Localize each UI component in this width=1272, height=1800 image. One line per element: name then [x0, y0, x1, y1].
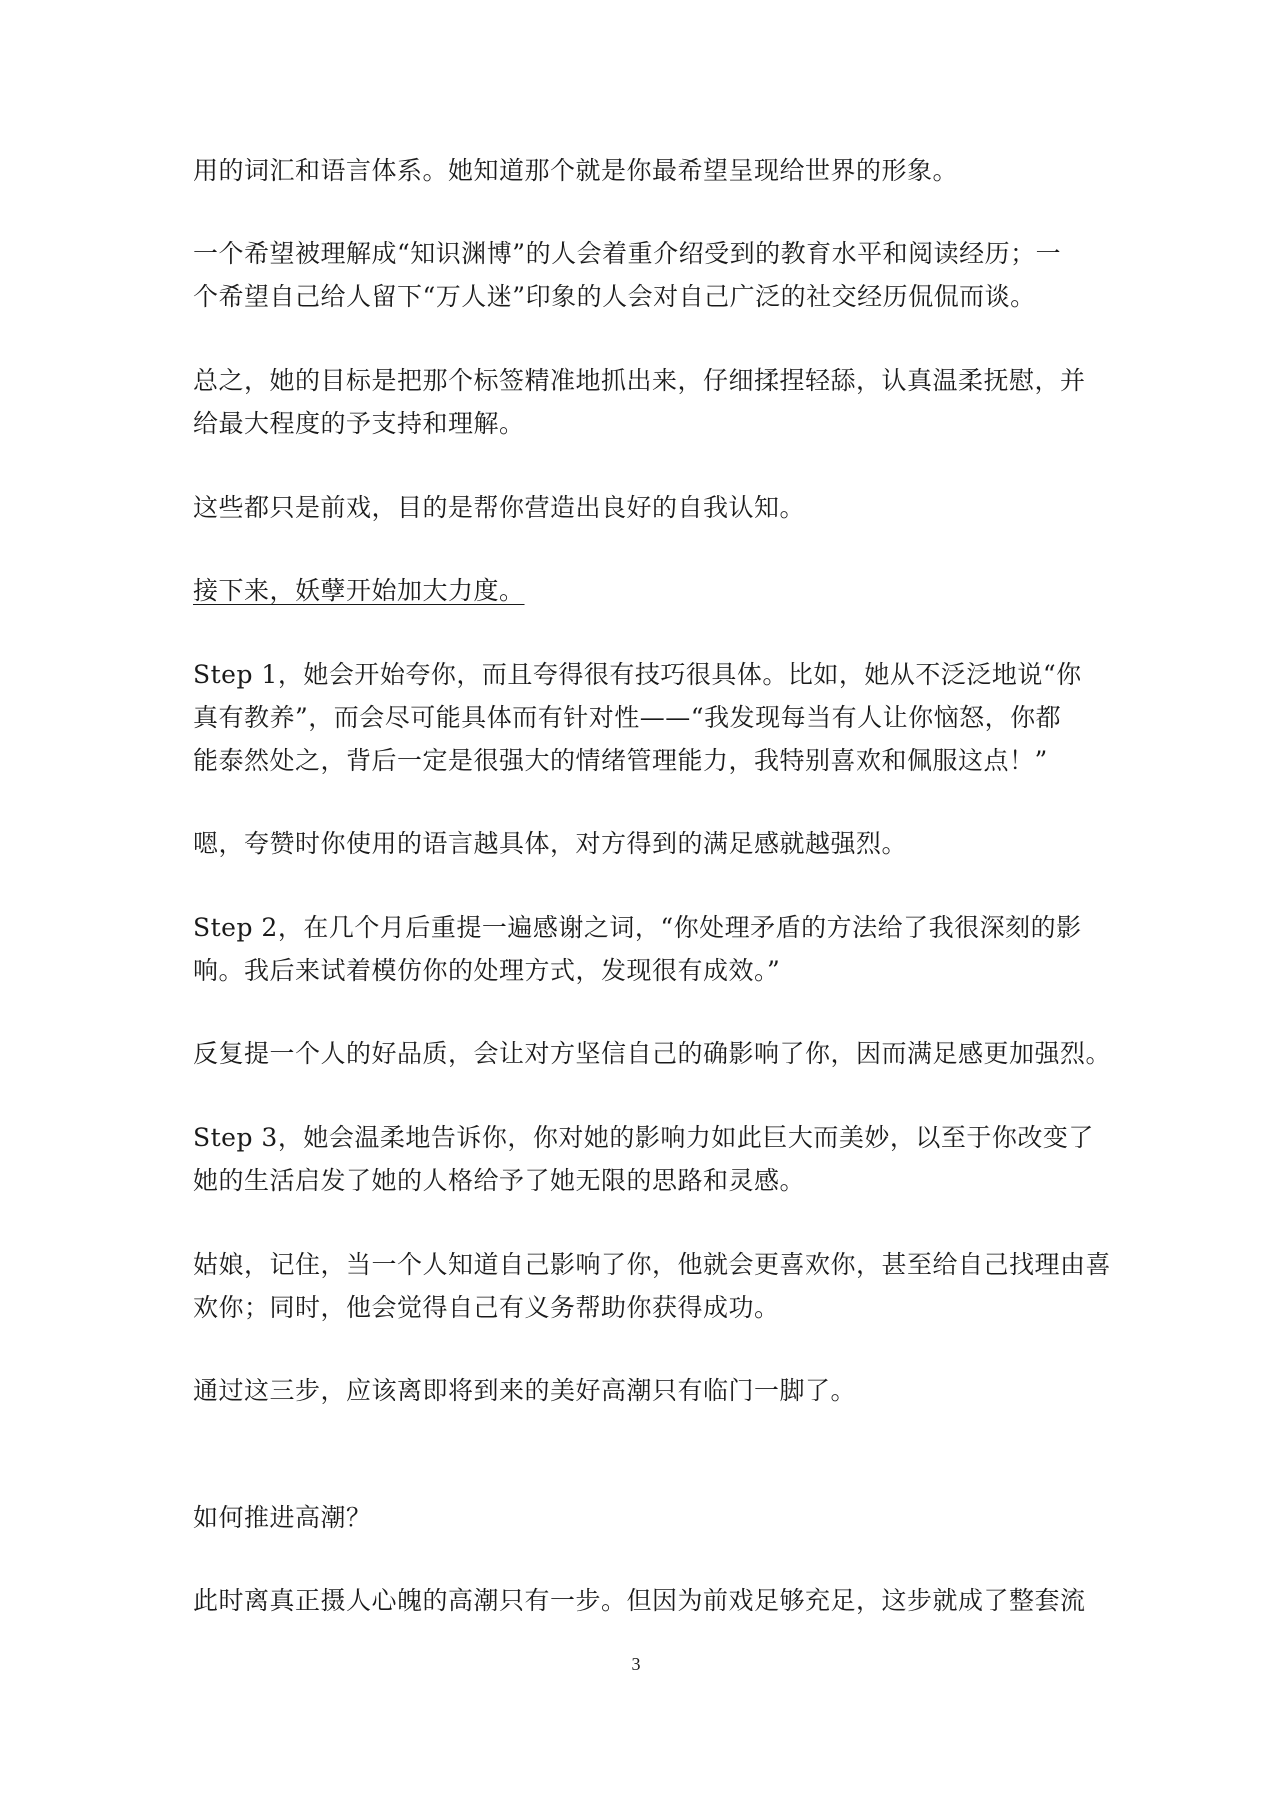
text-line: 此时离真正摄人心魄的高潮只有一步。但因为前戏足够充足，这步就成了整套流 [193, 1586, 1086, 1615]
text-line: 个希望自己给人留下“万人迷”印象的人会对自己广泛的社交经历侃侃而谈。 [193, 282, 1036, 311]
text-line: 欢你；同时，他会觉得自己有义务帮助你获得成功。 [193, 1293, 780, 1322]
text-line: 响。我后来试着模仿你的处理方式，发现很有成效。” [193, 956, 781, 985]
page-number: 3 [631, 1654, 641, 1674]
text-line: 通过这三步，应该离即将到来的美好高潮只有临门一脚了。 [193, 1376, 857, 1405]
section-heading: 如何推进高潮？ [193, 1503, 372, 1532]
text-line: Step 2，在几个月后重提一遍感谢之词，“你处理矛盾的方法给了我很深刻的影 [193, 913, 1082, 942]
text-line: 总之，她的目标是把那个标签精准地抓出来，仔细揉捏轻舔，认真温柔抚慰，并 [193, 366, 1086, 395]
text-line: 她的生活启发了她的人格给予了她无限的思路和灵感。 [193, 1166, 806, 1195]
underlined-heading: 接下来，妖孽开始加大力度。 [193, 576, 525, 605]
text-line: Step 1，她会开始夸你，而且夸得很有技巧很具体。比如，她从不泛泛地说“你 [193, 660, 1082, 689]
text-line: 姑娘，记住，当一个人知道自己影响了你，他就会更喜欢你，甚至给自己找理由喜 [193, 1250, 1112, 1279]
text-line: 能泰然处之，背后一定是很强大的情绪管理能力，我特别喜欢和佩服这点！” [193, 746, 1048, 775]
text-line: 真有教养”，而会尽可能具体而有针对性——“我发现每当有人让你恼怒，你都 [193, 703, 1062, 732]
text-line: 给最大程度的予支持和理解。 [193, 409, 525, 438]
text-line: 一个希望被理解成“知识渊博”的人会着重介绍受到的教育水平和阅读经历；一 [193, 239, 1062, 268]
text-line: 嗯，夸赞时你使用的语言越具体，对方得到的满足感就越强烈。 [193, 829, 908, 858]
text-line: 反复提一个人的好品质，会让对方坚信自己的确影响了你，因而满足感更加强烈。 [193, 1039, 1112, 1068]
text-line: Step 3，她会温柔地告诉你，你对她的影响力如此巨大而美妙，以至于你改变了 [193, 1123, 1094, 1152]
text-line: 用的词汇和语言体系。她知道那个就是你最希望呈现给世界的形象。 [193, 156, 959, 185]
text-line: 这些都只是前戏，目的是帮你营造出良好的自我认知。 [193, 493, 806, 522]
